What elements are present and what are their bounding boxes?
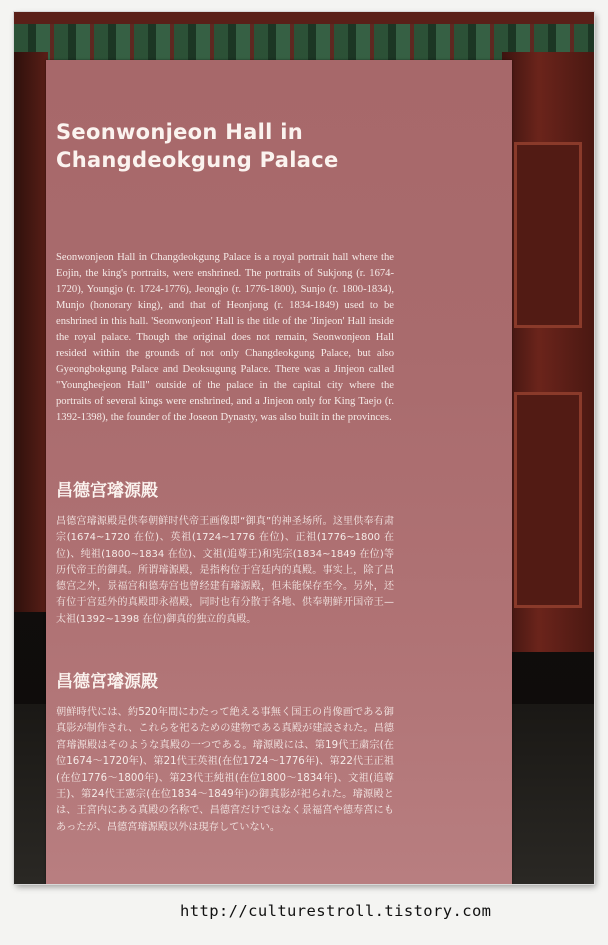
chinese-description: 昌德宫璿源殿是供奉朝鲜时代帝王画像即“御真”的神圣场所。这里供奉有肃宗(1674~1720 在位)、英祖(1724~1776 在位)、正祖(1776~1800 在位)、纯祖(1800~1834 在位)、文祖(追尊王)和宪宗(1834~1849 在位)等历代帝王的御真。所谓璿源殿，是指构位于宫廷内的真殿。事实上，除了昌德宫之外，景福宫和德寿宫也曾经建有璿源殿，但未能保存至今。另外，还有位于宫廷外的真殿即永禧殿，同时也有分散于各地、供奉朝鲜开国帝王—太祖(1392~1398 在位)御真的独立的真殿。	[56, 516, 394, 625]
english-description: Seonwonjeon Hall in Changdeokgung Palace is a royal portrait hall where the Eojin, the king's portraits, were enshrined. The portraits of Sukjong (r. 1674-1720), Youngjo (r. 1724-1776), Jeongjo (r. 1776-1800), Sunjo (r. 1800-1834), Munjo (honorary king), and that of Heonjong (r. 1834-1849) used to be enshrined in this hall. 'Seonwonjeon' Hall is the title of the 'Jinjeon' Hall inside the royal palace. Though the original does not remain, Seonwonjeon Hall resided within the grounds of not only Changdeokgung Palace, but also Gyeongbokgung Palace and Deoksugung Palace. There was a Jinjeon called "Youngheejeon Hall" outside of the palace in the capital city where the portraits of several kings were enshrined, and a Jinjeon only for King Taejo (r. 1392-1398), the founder of the Joseon Dynasty, was also built in the provinces.	[56, 252, 394, 424]
sign-title: Seonwonjeon Hall in Changdeokgung Palace	[56, 120, 339, 172]
watermark-url: http://culturestroll.tistory.com	[180, 902, 492, 920]
japanese-description: 朝鮮時代には、約520年間にわたって絶える事無く国王の肖像画である御真影が制作され、これらを祀るための建物である真殿が建設された。昌德宮璿源殿はそのような真殿の一つである。璿源殿には、第19代王粛宗(在位1674～1720年)、第21代王英祖(在位1724～1776年)、第22代王正祖(在位1776～1800年)、第23代王純祖(在位1800～1834年)、文祖(追尊王)、第24代王憲宗(在位1834～1849年)の御真影が祀られた。璿源殿とは、王宮内にある真殿の名称で、昌德宮だけではなく景福宮や德寿宮にもあったが、昌德宮璿源殿以外は現存していない。	[56, 707, 394, 833]
door-panel	[514, 142, 582, 328]
japanese-heading: 昌德宮璿源殿	[56, 672, 158, 692]
right-pillar	[502, 52, 594, 652]
chinese-heading: 昌德宫璿源殿	[56, 481, 158, 501]
roof-beam	[14, 12, 594, 24]
left-pillar	[14, 52, 48, 612]
door-panel	[514, 392, 582, 608]
